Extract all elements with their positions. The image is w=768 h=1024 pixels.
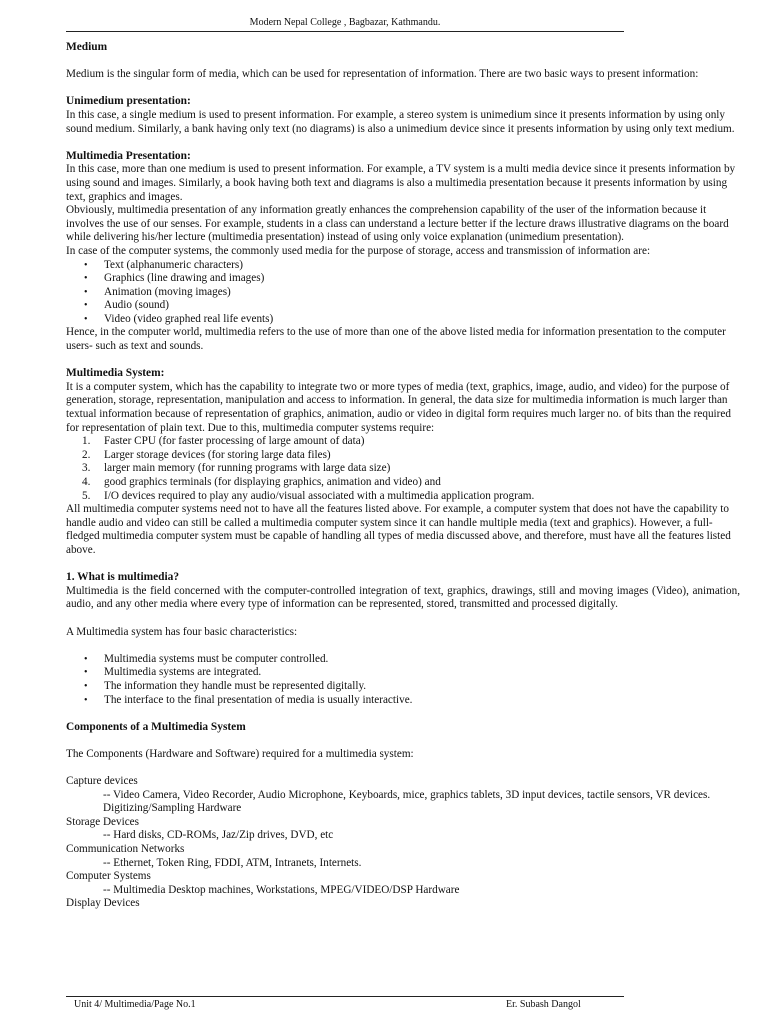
multimedia-system-paragraph: It is a computer system, which has the capability to integrate two or more types of media (text, graphics, image, audio, and video) for the purpose of generation, storage, representation, manipulation and access to information. In general, the data size for multimedia information is much larger than textual information because of representation of graphics, animation, audio or video in digital form requires much larger no. of bits than the required for representation of plain text. Due to this, multimedia computer systems require: xyxy=(66,380,731,434)
list-item: • Multimedia systems must be computer controlled. xyxy=(104,653,740,667)
list-number: 2. xyxy=(82,448,91,461)
device-category: Storage Devices xyxy=(66,815,140,828)
list-text: good graphics terminals (for displaying graphics, animation and video) and xyxy=(104,476,441,488)
multimedia-presentation-paragraph-2: Obviously, multimedia presentation of any information greatly enhances the comprehension capability of the user of the information because it involves the use of our senses. For example, students in a class can understand a lecture better if the lecture draws illustrative diagrams on the board while delivering his/her lecture (multimedia presentation) instead of using only voice explanation (unimedium presentation). xyxy=(66,204,729,244)
list-item xyxy=(82,489,740,504)
device-detail: -- Multimedia Desktop machines, Workstations, MPEG/VIDEO/DSP Hardware xyxy=(103,883,460,896)
footer-page-label: Unit 4/ Multimedia/Page No.1 xyxy=(74,999,196,1010)
medium-paragraph: Medium is the singular form of media, which can be used for representation of information. There are two basic ways to present information: xyxy=(66,68,699,81)
list-text: Larger storage devices (for storing large data files) xyxy=(104,448,331,461)
list-item xyxy=(82,448,740,463)
media-list xyxy=(66,259,740,327)
list-item: • Multimedia systems are integrated. xyxy=(104,666,740,680)
multimedia-presentation-heading: Multimedia Presentation: xyxy=(66,149,191,162)
list-text: larger main memory (for running programs with large data size) xyxy=(104,462,391,475)
media-intro-paragraph: In case of the computer systems, the commonly used media for the purpose of storage, access and transmission of information are: xyxy=(66,244,651,257)
characteristics-intro: A Multimedia system has four basic characteristics: xyxy=(66,625,298,638)
list-item: • Animation (moving images) xyxy=(104,286,740,300)
page-footer xyxy=(66,996,624,1010)
what-is-multimedia-paragraph: Multimedia is the field concerned with the computer-controlled integration of text, graphics, drawings, still and moving images (Video), animation, audio, and any other media where every type of information can be represented, stored, transmitted and processed digitally. xyxy=(66,584,740,611)
list-item: • Graphics (line drawing and images) xyxy=(104,272,740,286)
list-text: I/O devices required to play any audio/visual associated with a multimedia application program. xyxy=(104,489,535,502)
page-header: Modern Nepal College , Bagbazar, Kathmandu. xyxy=(66,17,624,32)
device-category: Capture devices xyxy=(66,775,138,788)
list-number: 5. xyxy=(82,489,91,502)
unimedium-paragraph: In this case, a single medium is used to present information. For example, a stereo system is unimedium since it presents information by using only sound medium. Similarly, a bank having only text (no diagrams) is also a unimedium device since it presents information by using only text medium. xyxy=(66,108,735,135)
list-item: • Audio (sound) xyxy=(104,299,740,313)
list-number: 4. xyxy=(82,476,91,488)
multimedia-system-heading: Multimedia System: xyxy=(66,367,165,380)
requirements-list xyxy=(66,435,740,503)
device-detail: -- Video Camera, Video Recorder, Audio Microphone, Keyboards, mice, graphics tablets, 3D input devices, tactile sensors, VR devices. Digitizing/Sampling Hardware xyxy=(103,788,711,815)
page-content xyxy=(66,41,740,911)
device-group xyxy=(66,816,740,843)
characteristics-list xyxy=(66,653,740,707)
list-number: 1. xyxy=(82,435,91,448)
list-item xyxy=(82,476,740,490)
list-number: 3. xyxy=(82,462,91,475)
components-intro: The Components (Hardware and Software) required for a multimedia system: xyxy=(66,747,414,760)
list-item: • The information they handle must be represented digitally. xyxy=(104,680,740,694)
what-is-multimedia-heading: 1. What is multimedia? xyxy=(66,571,180,584)
device-category: Display Devices xyxy=(66,897,140,910)
device-group xyxy=(66,897,740,911)
list-text: Faster CPU (for faster processing of large amount of data) xyxy=(104,435,365,448)
unimedium-heading: Unimedium presentation: xyxy=(66,95,191,108)
list-item: • Text (alphanumeric characters) xyxy=(104,259,740,273)
list-item xyxy=(82,435,740,449)
list-item xyxy=(82,462,740,476)
device-detail: -- Ethernet, Token Ring, FDDI, ATM, Intranets, Internets. xyxy=(103,856,362,869)
device-category: Communication Networks xyxy=(66,843,185,856)
list-item: • The interface to the final presentation of media is usually interactive. xyxy=(104,694,740,708)
footer-author: Er. Subash Dangol xyxy=(506,999,581,1010)
device-detail: -- Hard disks, CD-ROMs, Jaz/Zip drives, DVD, etc xyxy=(103,829,334,842)
device-group xyxy=(66,775,740,816)
list-item: • Video (video graphed real life events) xyxy=(104,313,740,327)
multimedia-system-outro: All multimedia computer systems need not to have all the features listed above. For example, a computer system that does not have the capability to handle audio and video can still be called a multimedia computer system since it can handle multiple media (text and graphics). However, a full-fledged multimedia computer system must be capable of handling all types of media discussed above, and therefore, must have all the features listed above. xyxy=(66,503,731,556)
device-group xyxy=(66,843,740,870)
device-category: Computer Systems xyxy=(66,870,151,883)
device-group xyxy=(66,870,740,897)
medium-heading: Medium xyxy=(66,41,108,53)
components-heading: Components of a Multimedia System xyxy=(66,720,246,733)
media-outro-paragraph: Hence, in the computer world, multimedia refers to the use of more than one of the above listed media for information presentation to the computer users- such as text and sounds. xyxy=(66,326,726,353)
multimedia-presentation-paragraph-1: In this case, more than one medium is used to present information. For example, a TV system is a multi media device since it presents information by using sound and images. Similarly, a book having both text and diagrams is also a multimedia presentation because it presents information by using text, graphics and images. xyxy=(66,163,736,203)
